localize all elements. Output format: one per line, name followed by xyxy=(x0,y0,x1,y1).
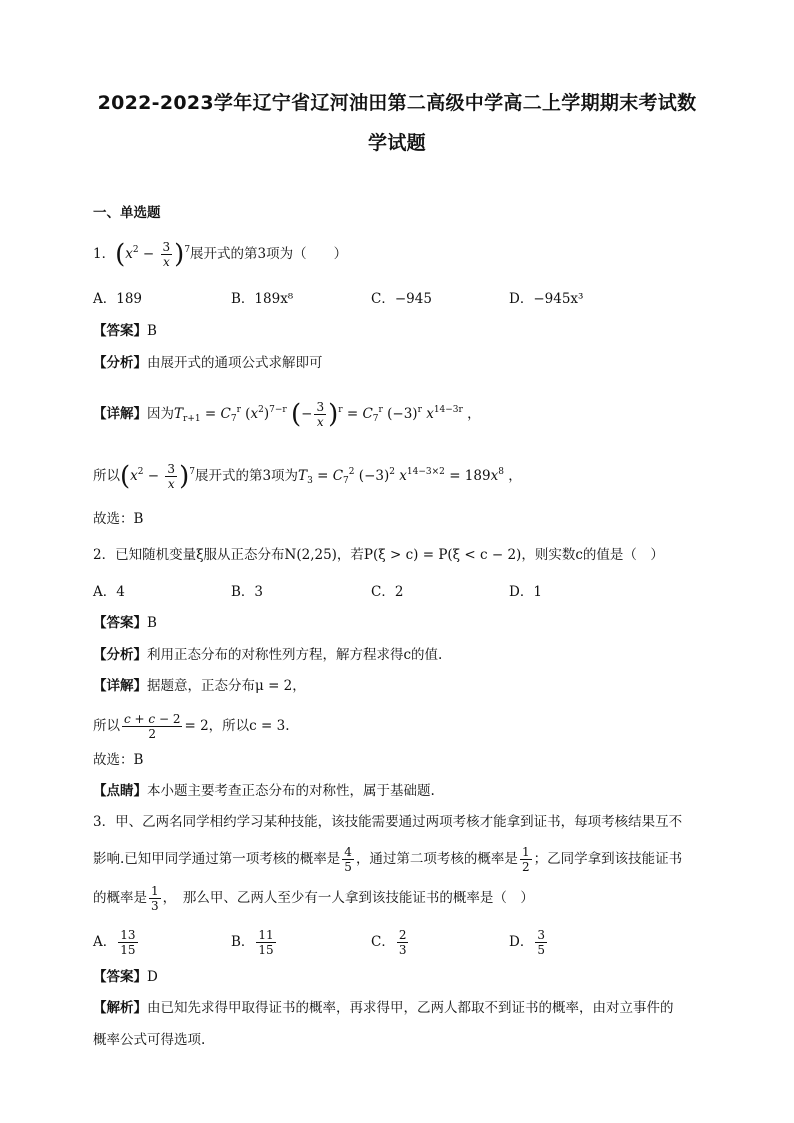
q3-stem-line1: 3．甲、乙两名同学相约学习某种技能，该技能需要通过两项考核才能拿到证书，每项考核结果互不 xyxy=(93,814,683,830)
q2-option-a: A．4 xyxy=(93,584,125,600)
q2-detail: 【详解】据题意，正态分布μ = 2， xyxy=(93,678,306,694)
q2-option-d: D．1 xyxy=(509,584,542,600)
q2-option-c: C．2 xyxy=(371,584,404,600)
q3-option-d: D． $\frac{3}{5}$ xyxy=(509,928,545,957)
q3-option-b: B． $\frac{11}{15}$ xyxy=(231,928,274,957)
q1-detail: 【详解】因为$T_{r+1} = C_7^r$ $(x^2)^{7-r}$ (− $\frac{3}{x}$ )$^r = C_7^r$ $(-3)^r$ $x^{14-3r}$ ， xyxy=(93,399,481,430)
q1-detail-line2: 所以($x^2$ − $\frac{3}{x}$ )$^7$展开式的第3项为$T_3 = C_7^2$ $(-3)^2$ $x^{14-3\times 2} = 189x^8$ ， xyxy=(93,461,522,492)
q2-comment: 【点睛】本小题主要考查正态分布的对称性，属于基础题. xyxy=(93,783,435,799)
q1-conclusion: 故选：B xyxy=(93,511,144,527)
q3-option-c: C． $\frac{2}{3}$ xyxy=(371,928,407,957)
q2-conclusion: 故选：B xyxy=(93,752,144,768)
q1-analysis: 【分析】由展开式的通项公式求解即可 xyxy=(93,355,323,371)
q2-detail-line2: 所以 $\frac{c + c - 2}{2}$ = 2，所以c = 3. xyxy=(93,712,290,741)
q1-option-a: A．189 xyxy=(93,291,143,307)
q1-answer: 【答案】B xyxy=(93,323,157,339)
q3-analysis-line1: 【解析】由已知先求得甲取得证书的概率，再求得甲，乙两人都取不到证书的概率，由对立事件的 xyxy=(93,1000,674,1016)
q2-option-b: B．3 xyxy=(231,584,264,600)
q1-stem-text: 展开式的第3项为（ ） xyxy=(190,246,348,262)
document-title-line1: 2022-2023学年辽宁省辽河油田第二高级中学高二上学期期末考试数 xyxy=(97,92,697,114)
q1-number: 1． xyxy=(93,246,116,262)
q3-analysis-line2: 概率公式可得选项. xyxy=(93,1032,206,1048)
section-heading: 一、单选题 xyxy=(93,205,161,221)
q1-option-c: C．−945 xyxy=(371,291,432,307)
q1-option-b: B．189x⁸ xyxy=(231,291,294,307)
q1-option-d: D．−945x³ xyxy=(509,291,584,307)
q3-answer: 【答案】D xyxy=(93,969,158,985)
q2-analysis: 【分析】利用正态分布的对称性列方程，解方程求得c的值. xyxy=(93,647,443,663)
document-title-line2: 学试题 xyxy=(368,132,426,154)
q2-stem: 2．已知随机变量ξ服从正态分布N(2,25)，若P(ξ > c) = P(ξ < c − 2)，则实数c的值是（ ） xyxy=(93,547,664,563)
q3-option-a: A． $\frac{13}{15}$ xyxy=(93,928,136,957)
q3-stem-line3: 的概率是 $\frac{1}{3}$ ， 那么甲、乙两人至少有一人拿到该技能证书的概率是（ ） xyxy=(93,884,534,913)
q3-stem-line2: 影响.已知甲同学通过第一项考核的概率是 $\frac{4}{5}$ ，通过第二项考核的概率是 $\frac{1}{2}$ ；乙同学拿到该技能证书 xyxy=(93,845,683,874)
q1-stem: 1．($x^2$ − $\frac{3}{x}$ )$^7$展开式的第3项为（ ） xyxy=(93,239,348,270)
q2-answer: 【答案】B xyxy=(93,615,157,631)
